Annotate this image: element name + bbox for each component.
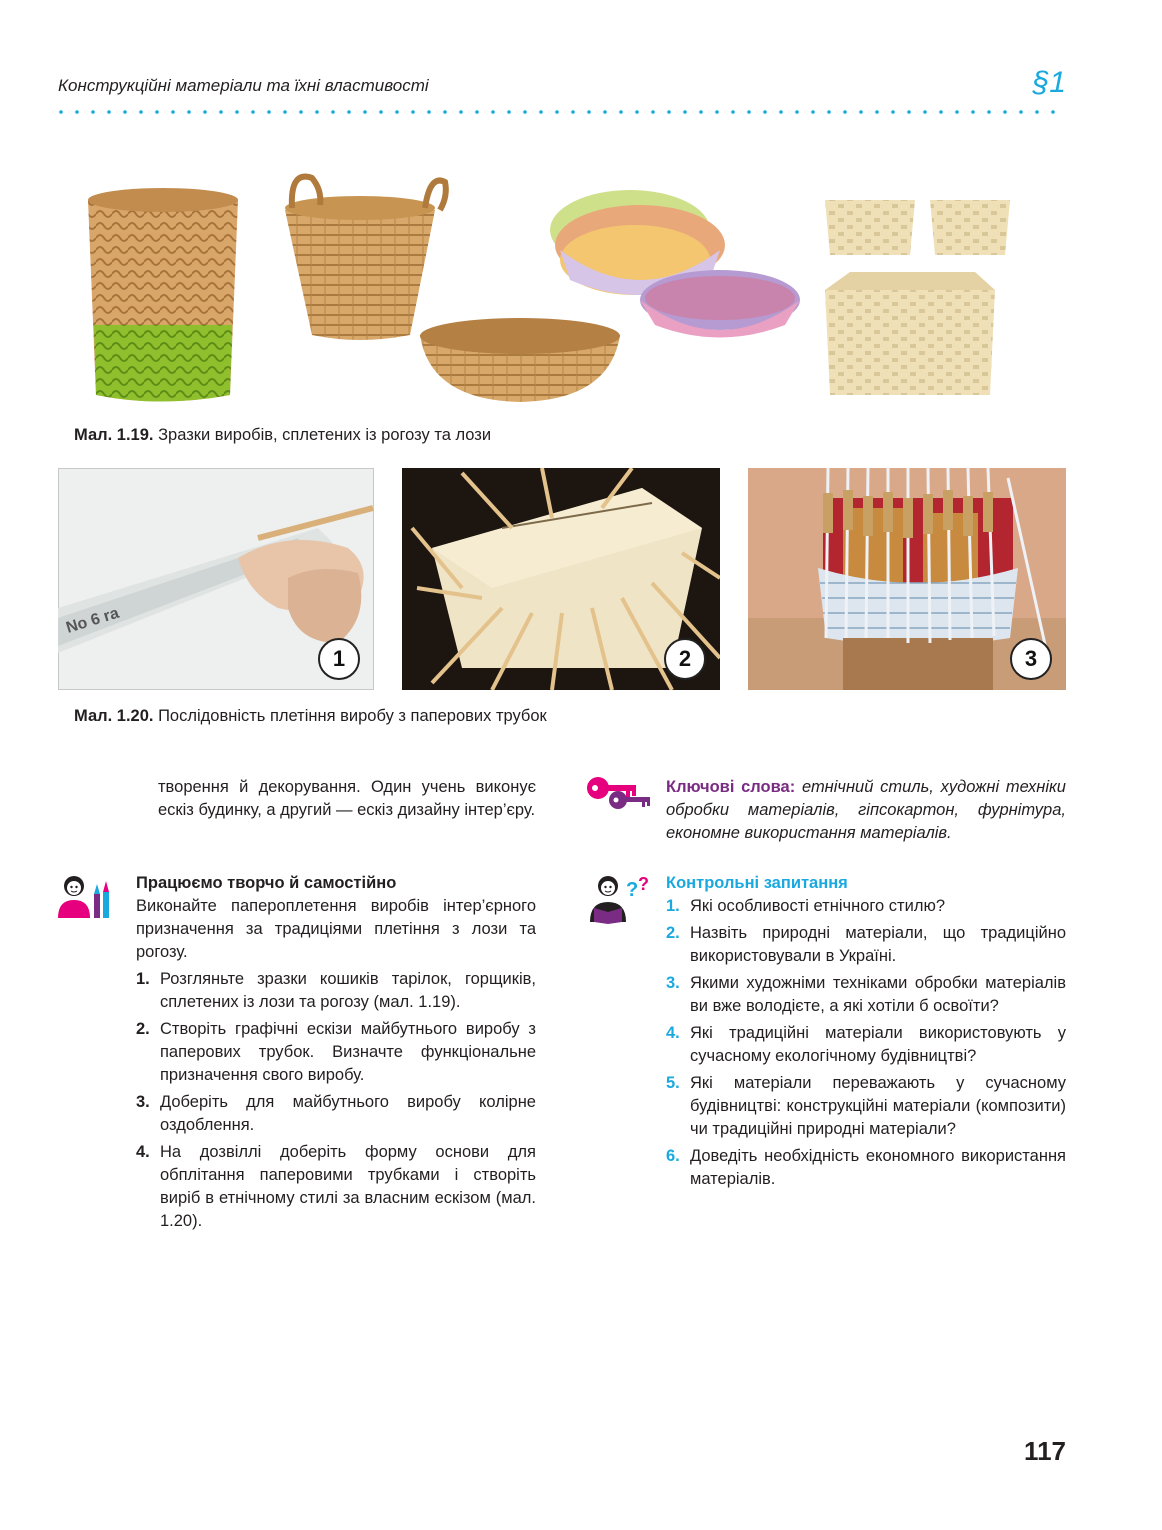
page-number: 117 <box>1024 1436 1066 1466</box>
control-questions-section <box>666 872 1066 1195</box>
list-item: 2. Створіть графічні ескізи майбутнього виробу з паперових трубок. Визначте функціональне призначення свого виробу. <box>136 1020 536 1084</box>
list-item: 3. Якими художніми техніками обробки матеріалів ви вже володієте, а які хотіли б освоїти? <box>666 974 1066 1015</box>
list-item: 4. Які традиційні матеріали використовують у сучасному екологічному будівництві? <box>666 1024 1066 1065</box>
task-text: Виконайте папероплетення виробів інтер’єрного призначення за традиціями плетіння з лози та рогозу. <box>136 897 536 961</box>
creative-task-section <box>136 872 536 1237</box>
list-item: 1. Які особливості етнічного стилю? <box>666 897 946 915</box>
list-item: 6. Доведіть необхідність економного використання матеріалів. <box>666 1147 1066 1188</box>
dotted-divider <box>58 108 1066 116</box>
figure-caption-text: Послідовність плетіння виробу з паперових трубок <box>153 707 547 725</box>
keywords-title: Ключові слова: <box>666 778 796 796</box>
questions-list <box>666 895 1066 1191</box>
figure-caption-text: Зразки виробів, сплетених із рогозу та лози <box>153 426 492 444</box>
questions-title: Контрольні запитання <box>666 874 848 892</box>
list-item: 5. Які матеріали переважають у сучасному будівництві: конструкційні матеріали (композити) чи традиційні природні матеріали? <box>666 1074 1066 1138</box>
figure-1-20-caption <box>74 707 547 726</box>
figure-label: Мал. 1.20. <box>74 707 154 725</box>
keywords-block <box>666 776 1066 845</box>
step-badge-3: 3 <box>1010 638 1052 680</box>
list-item: 2. Назвіть природні матеріали, що традиційно використовували в Україні. <box>666 924 1066 965</box>
figure-1-19-caption <box>74 426 491 445</box>
svg-text:?: ? <box>626 879 639 901</box>
keys-icon <box>584 776 656 812</box>
section-number: §1 <box>1032 66 1066 99</box>
list-item: 3. Доберіть для майбутнього виробу колірне оздоблення. <box>136 1093 536 1134</box>
figure-label: Мал. 1.19. <box>74 426 154 444</box>
list-item: 4. На дозвіллі доберіть форму основи для обплітання паперовими трубками і створіть виріб в етнічному стилі за власним ескізом (мал. 1.20). <box>136 1143 536 1230</box>
creative-girl-icon <box>56 872 116 918</box>
running-header: Конструкційні матеріали та їхні властивості <box>58 76 429 95</box>
task-title: Працюємо творчо й самостійно <box>136 874 397 892</box>
list-item: 1. Розгляньте зразки кошиків тарілок, горщиків, сплетених із лози та рогозу (мал. 1.19). <box>136 970 536 1011</box>
task-steps-list <box>136 968 536 1233</box>
step-badge-2: 2 <box>664 638 706 680</box>
step-badge-1: 1 <box>318 638 360 680</box>
reading-girl-question-icon <box>586 872 652 924</box>
newspaper-text: No 6 ra <box>64 604 122 637</box>
svg-text:?: ? <box>638 874 649 894</box>
intro-paragraph: творення й декорування. Один учень виконує ескіз будинку, а другий — ескіз дизайну інтер’єру. <box>158 778 536 819</box>
keywords-text: етнічний стиль, художні техніки обробки матеріалів, гіпсокартон, фурнітура, економне використання матеріалів. <box>666 778 1066 842</box>
baskets-photo <box>80 160 1010 410</box>
